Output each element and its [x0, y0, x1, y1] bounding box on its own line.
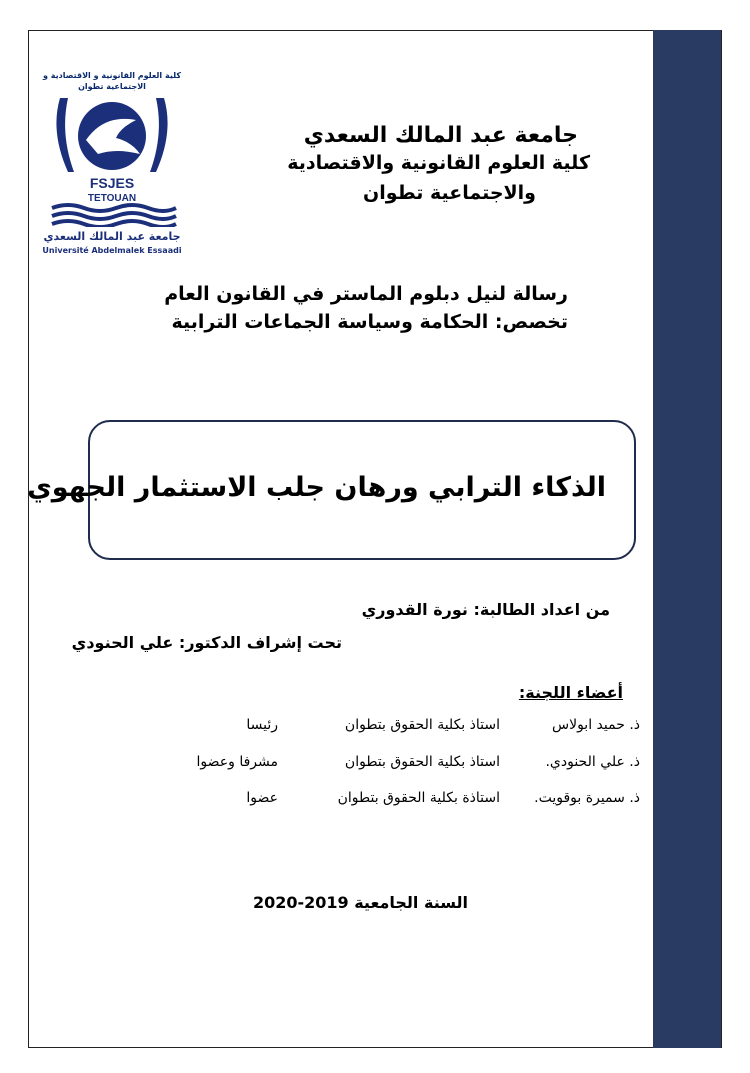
faculty-name-line2: والاجتماعية تطوان: [363, 182, 536, 204]
member-name: ذ. حميد ابولاس: [552, 717, 640, 733]
member-position: استاذ بكلية الحقوق بتطوان: [344, 754, 500, 770]
member-name: ذ. سميرة بوقويت.: [534, 790, 640, 806]
title-box: [27, 420, 636, 560]
logo-university-ar: جامعة عبد المالك السعدي: [43, 230, 181, 243]
university-name: جامعة عبد المالك السعدي: [303, 123, 578, 148]
thesis-specialty: تخصص: الحكامة وسياسة الجماعات الترابية: [171, 311, 568, 333]
thesis-degree: رسالة لنيل دبلوم الماستر في القانون العام: [164, 283, 568, 305]
committee-member-row: [100, 754, 640, 778]
thesis-title: الذكاء الترابي ورهان جلب الاستثمار الجهوي: [27, 472, 606, 503]
academic-year: السنة الجامعية 2019-2020: [252, 893, 468, 912]
committee-heading: أعضاء اللجنة:: [518, 683, 623, 702]
committee-member-row: [100, 790, 640, 814]
logo-university-fr: Université Abdelmalek Essaadi: [42, 246, 182, 255]
faculty-name-line1: كلية العلوم القانونية والاقتصادية: [287, 152, 590, 174]
committee-member-row: [100, 717, 640, 741]
supervisor-name: تحت إشراف الدكتور: علي الحنودي: [71, 633, 342, 652]
student-name: من اعداد الطالبة: نورة القدوري: [361, 600, 610, 619]
faculty-logo: [38, 70, 186, 260]
logo-emblem-icon: [46, 92, 178, 227]
member-position: استاذة بكلية الحقوق بتطوان: [337, 790, 500, 806]
member-role: مشرفا وعضوا: [196, 754, 278, 770]
logo-initials: FSJES: [89, 175, 135, 191]
logo-city: TETOUAN: [87, 193, 137, 204]
member-name: ذ. علي الحنودي.: [545, 754, 640, 770]
member-role: عضوا: [246, 790, 278, 806]
logo-faculty-name: كلية العلوم القانونية و الاقتصادية و الاجتماعية تطوان: [42, 71, 181, 91]
decorative-side-band: [653, 30, 721, 1048]
member-role: رئيسا: [246, 717, 278, 733]
member-position: استاذ بكلية الحقوق بتطوان: [344, 717, 500, 733]
